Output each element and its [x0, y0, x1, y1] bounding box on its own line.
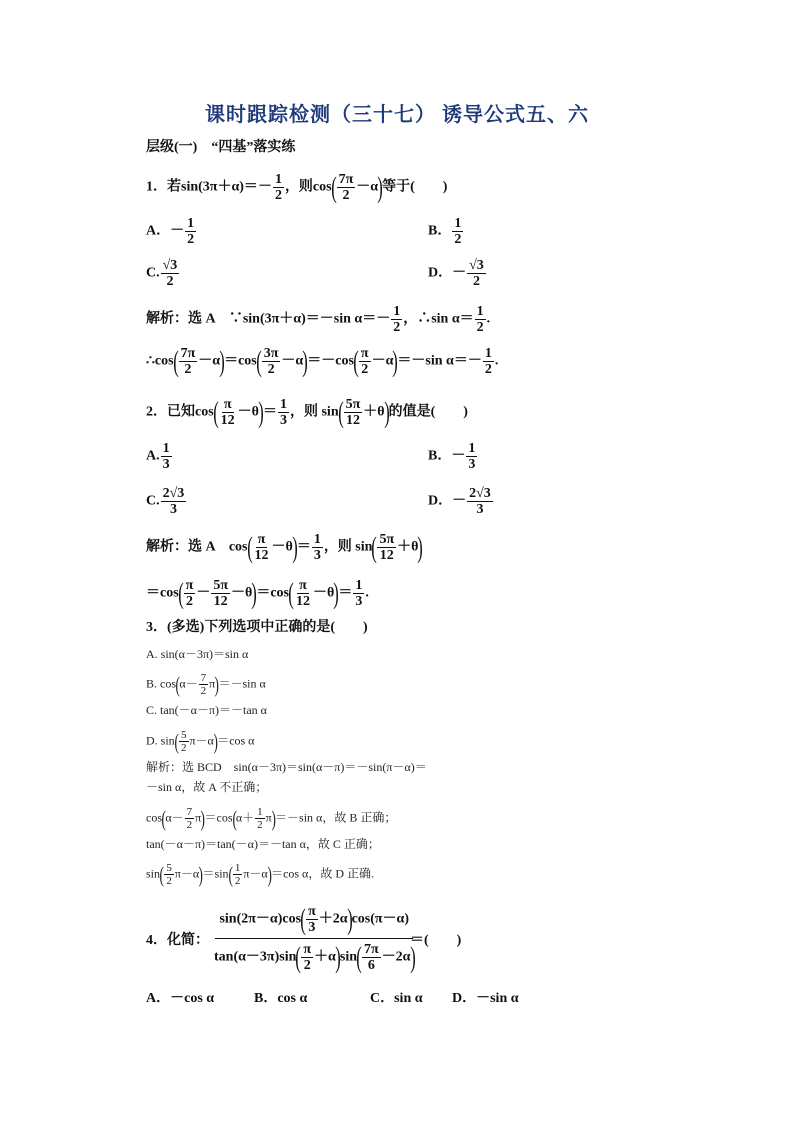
q1-option-a: A．－ $\frac{1}{2}$	[146, 216, 195, 247]
q4-option-a: A．－cos α	[146, 991, 215, 1006]
q1-option-d: D．－ $\frac{√3}{2}$	[428, 258, 484, 289]
q2-option-d: D．－ $\frac{2√3}{3}$	[428, 486, 491, 517]
q4-tail: ＝( )	[410, 933, 462, 948]
q3-solution-line5: sin( $\frac{5}{2}$ π－α)＝sin( $\frac{1}{2}$ π－α)＝cos α，故 D 正确.	[146, 861, 375, 887]
q3-stem: 3．(多选)下列选项中正确的是( )	[146, 620, 368, 635]
q3-option-b: B. cos(α－ $\frac{7}{2}$ π)＝－sin α	[146, 671, 266, 697]
q2-option-b: B．－ $\frac{1}{3}$	[428, 441, 476, 472]
q1-option-c: C. $\frac{√3}{2}$	[146, 258, 178, 289]
q3-solution-line1: 解析：选 BCD sin(α－3π)＝sin(α－π)＝－sin(π－α)＝	[146, 760, 427, 774]
q3-option-d: D. sin( $\frac{5}{2}$ π－α)＝cos α	[146, 728, 255, 754]
q2-option-c: C. $\frac{2√3}{3}$	[146, 486, 185, 517]
q1-stem: 1．若sin(3π＋α)＝－ $\frac{1}{2}$ ，则cos( $\frac{7\pi}{2}$ －α)等于( )	[146, 170, 448, 204]
q4-option-b: B．cos α	[254, 991, 308, 1006]
q4-expression	[210, 904, 419, 973]
q1-option-b: B． $\frac{1}{2}$	[428, 216, 462, 247]
q2-solution-line1: 解析：选 A cos( $\frac{\pi}{12}$ －θ)＝ $\frac{1}{3}$ ，则 sin( $\frac{5\pi}{12}$ ＋θ)	[146, 530, 424, 564]
q3-option-a: A. sin(α－3π)＝sin α	[146, 647, 249, 661]
q3-solution-line3: cos(α－ $\frac{7}{2}$ π)＝cos(α＋ $\frac{1}{2}$ π)＝－sin α，故 B 正确；	[146, 805, 397, 831]
q2-solution-line2: ＝cos( $\frac{\pi}{2}$ － $\frac{5\pi}{12}$ －θ)＝cos( $\frac{\pi}{12}$ －θ)＝ $\frac{1}{3}$ .	[146, 576, 369, 610]
q4-option-d: D．－sin α	[452, 991, 519, 1006]
q1-solution-line1: 解析：选 A ∵sin(3π＋α)＝－sin α＝－ $\frac{1}{2}$ ，∴sin α＝ $\frac{1}{2}$ .	[146, 304, 491, 335]
q2-option-a: A. $\frac{1}{3}$	[146, 441, 170, 472]
q4-numerator: sin(2π－α)cos( $\frac{\pi}{3}$ ＋2α)cos(π－α)	[215, 904, 413, 939]
q4-label: 4．化简：	[146, 933, 209, 948]
q2-stem: 2．已知cos( $\frac{\pi}{12}$ －θ)＝ $\frac{1}{3}$ ，则 sin( $\frac{5\pi}{12}$ ＋θ)的值是( )	[146, 395, 468, 429]
q3-solution-line4: tan(－α－π)＝tan(－α)＝－tan α，故 C 正确；	[146, 837, 380, 851]
q4-option-c: C．sin α	[370, 991, 423, 1006]
q3-solution-line2: －sin α，故 A 不正确；	[146, 780, 268, 794]
section-heading: 层级(一) “四基”落实练	[146, 140, 296, 155]
q4-denominator: tan(α－3π)sin( $\frac{\pi}{2}$ ＋α)sin( $\frac{7\pi}{6}$ －2α)	[214, 940, 416, 974]
q3-option-c: C. tan(－α－π)＝－tan α	[146, 703, 267, 717]
page-title: 课时跟踪检测（三十七） 诱导公式五、六	[205, 104, 589, 126]
q1-solution-line2: ∴cos( $\frac{7\pi}{2}$ －α)＝cos( $\frac{3\pi}{2}$ －α)＝－cos( $\frac{\pi}{2}$ －α)＝－sin α＝－ $\frac{1}{2}$ .	[146, 344, 499, 378]
